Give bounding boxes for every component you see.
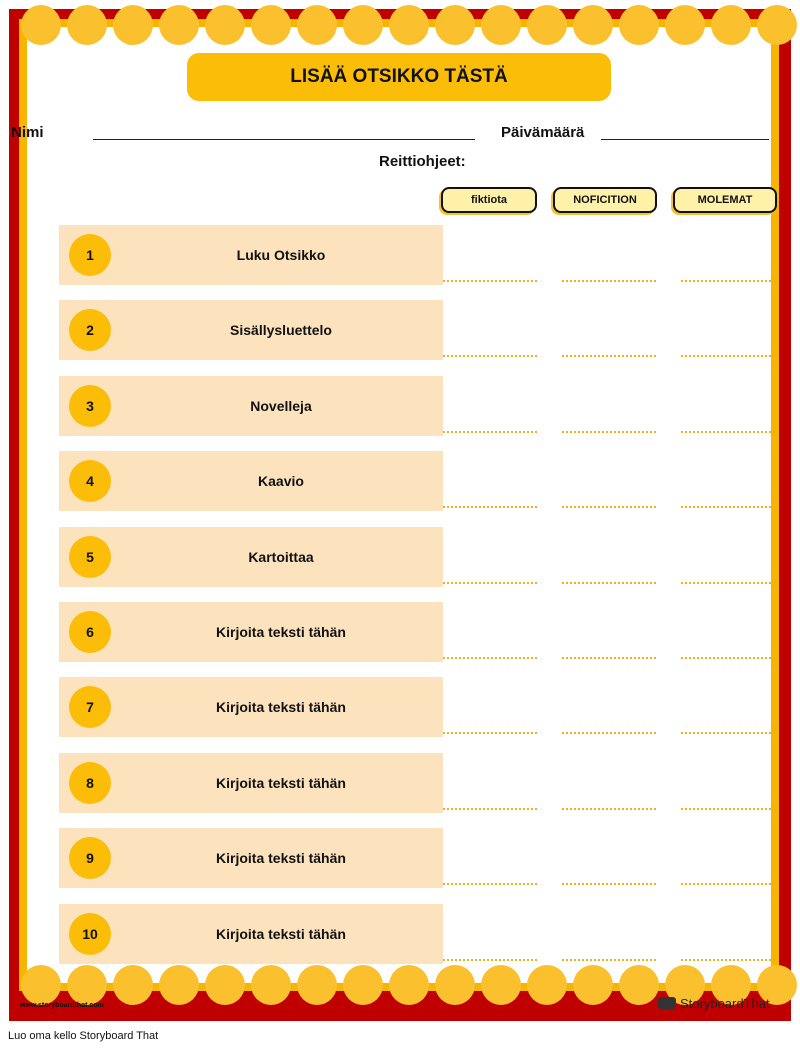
answer-line[interactable] [562, 280, 656, 282]
answer-line[interactable] [443, 808, 537, 810]
worksheet-page [11, 27, 771, 983]
scallop [665, 5, 705, 45]
answer-line[interactable] [681, 280, 775, 282]
list-item[interactable] [59, 904, 443, 964]
answer-line[interactable] [562, 657, 656, 659]
item-text[interactable]: Kirjoita teksti tähän [216, 850, 346, 867]
item-number-badge: 9 [69, 837, 111, 879]
scallop [435, 965, 475, 1005]
title-banner[interactable] [183, 49, 615, 105]
item-number-badge: 6 [69, 611, 111, 653]
scallop [343, 965, 383, 1005]
list-item[interactable] [59, 828, 443, 888]
scallop [113, 965, 153, 1005]
answer-line[interactable] [562, 355, 656, 357]
list-item[interactable] [59, 753, 443, 813]
scallop [113, 5, 153, 45]
scallop [527, 5, 567, 45]
scallop [527, 965, 567, 1005]
list-item[interactable] [59, 602, 443, 662]
storyboardthat-logo [658, 995, 770, 1011]
scallop [481, 965, 521, 1005]
answer-line[interactable] [562, 808, 656, 810]
scallop [21, 965, 61, 1005]
date-label: Päivämäärä [501, 124, 585, 141]
answer-line[interactable] [562, 582, 656, 584]
item-text[interactable]: Kirjoita teksti tähän [216, 925, 346, 942]
scallop [435, 5, 475, 45]
column-header-fiction[interactable]: fiktiota [441, 187, 537, 213]
answer-line[interactable] [681, 808, 775, 810]
item-number-badge: 2 [69, 309, 111, 351]
logo-icon [658, 997, 676, 1009]
item-text[interactable]: Novelleja [250, 397, 312, 414]
scallop [389, 965, 429, 1005]
answer-line[interactable] [562, 959, 656, 961]
item-text[interactable]: Luku Otsikko [236, 247, 326, 263]
scallop [757, 5, 797, 45]
scallop [481, 5, 521, 45]
footer-url: www.storyboardthat.com [20, 1002, 104, 1009]
answer-line[interactable] [681, 883, 775, 885]
answer-line[interactable] [443, 657, 537, 659]
scallop [297, 965, 337, 1005]
date-line[interactable] [601, 139, 769, 140]
column-header-nonfiction[interactable]: NOFICITION [553, 187, 657, 213]
answer-line[interactable] [681, 355, 775, 357]
scallop [619, 5, 659, 45]
answer-line[interactable] [443, 355, 537, 357]
item-text[interactable]: Kaavio [258, 473, 304, 490]
item-number-badge: 3 [69, 385, 111, 427]
directions-label: Reittiohjeet: [379, 153, 466, 170]
scallop [573, 5, 613, 45]
list-item[interactable] [59, 300, 443, 360]
answer-line[interactable] [562, 883, 656, 885]
list-item[interactable] [59, 527, 443, 587]
scallop [67, 5, 107, 45]
item-number-badge: 4 [69, 460, 111, 502]
top-scallop-border [27, 27, 771, 51]
worksheet-frame [9, 9, 791, 1021]
scallop [573, 965, 613, 1005]
worksheet-title[interactable]: LISÄÄ OTSIKKO TÄSTÄ [187, 53, 611, 101]
name-line[interactable] [93, 139, 475, 140]
answer-line[interactable] [443, 431, 537, 433]
page-caption: Luo oma kello Storyboard That [8, 1030, 159, 1042]
answer-line[interactable] [681, 506, 775, 508]
list-item[interactable] [59, 376, 443, 436]
item-text[interactable]: Kirjoita teksti tähän [216, 624, 346, 640]
item-text[interactable]: Sisällysluettelo [230, 322, 332, 339]
answer-line[interactable] [443, 582, 537, 584]
answer-line[interactable] [443, 280, 537, 282]
answer-line[interactable] [443, 883, 537, 885]
scallop [159, 965, 199, 1005]
answer-line[interactable] [562, 506, 656, 508]
scallop [205, 5, 245, 45]
answer-line[interactable] [443, 732, 537, 734]
scallop [297, 5, 337, 45]
item-text[interactable]: Kartoittaa [248, 548, 314, 565]
item-number-badge: 10 [69, 913, 111, 955]
answer-line[interactable] [681, 732, 775, 734]
scallop [251, 5, 291, 45]
item-text[interactable]: Kirjoita teksti tähän [216, 774, 346, 791]
answer-line[interactable] [443, 959, 537, 961]
list-item[interactable] [59, 677, 443, 737]
answer-line[interactable] [681, 959, 775, 961]
answer-line[interactable] [562, 732, 656, 734]
item-number-badge: 1 [69, 234, 111, 276]
scallop [389, 5, 429, 45]
yellow-border [11, 19, 779, 991]
scallop [67, 965, 107, 1005]
name-label: Nimi [11, 124, 44, 141]
item-number-badge: 7 [69, 686, 111, 728]
item-number-badge: 8 [69, 762, 111, 804]
list-item[interactable] [59, 225, 443, 285]
scallop [159, 5, 199, 45]
item-text[interactable]: Kirjoita teksti tähän [216, 699, 346, 716]
answer-line[interactable] [681, 431, 775, 433]
answer-line[interactable] [562, 431, 656, 433]
scallop [343, 5, 383, 45]
logo-text: StoryboardThat [680, 995, 770, 1011]
scallop [205, 965, 245, 1005]
item-number-badge: 5 [69, 536, 111, 578]
scallop [619, 965, 659, 1005]
scallop [21, 5, 61, 45]
answer-line[interactable] [681, 582, 775, 584]
scallop [251, 965, 291, 1005]
column-header-both[interactable]: MOLEMAT [673, 187, 777, 213]
list-item[interactable] [59, 451, 443, 511]
answer-line[interactable] [443, 506, 537, 508]
answer-line[interactable] [681, 657, 775, 659]
scallop [711, 5, 751, 45]
